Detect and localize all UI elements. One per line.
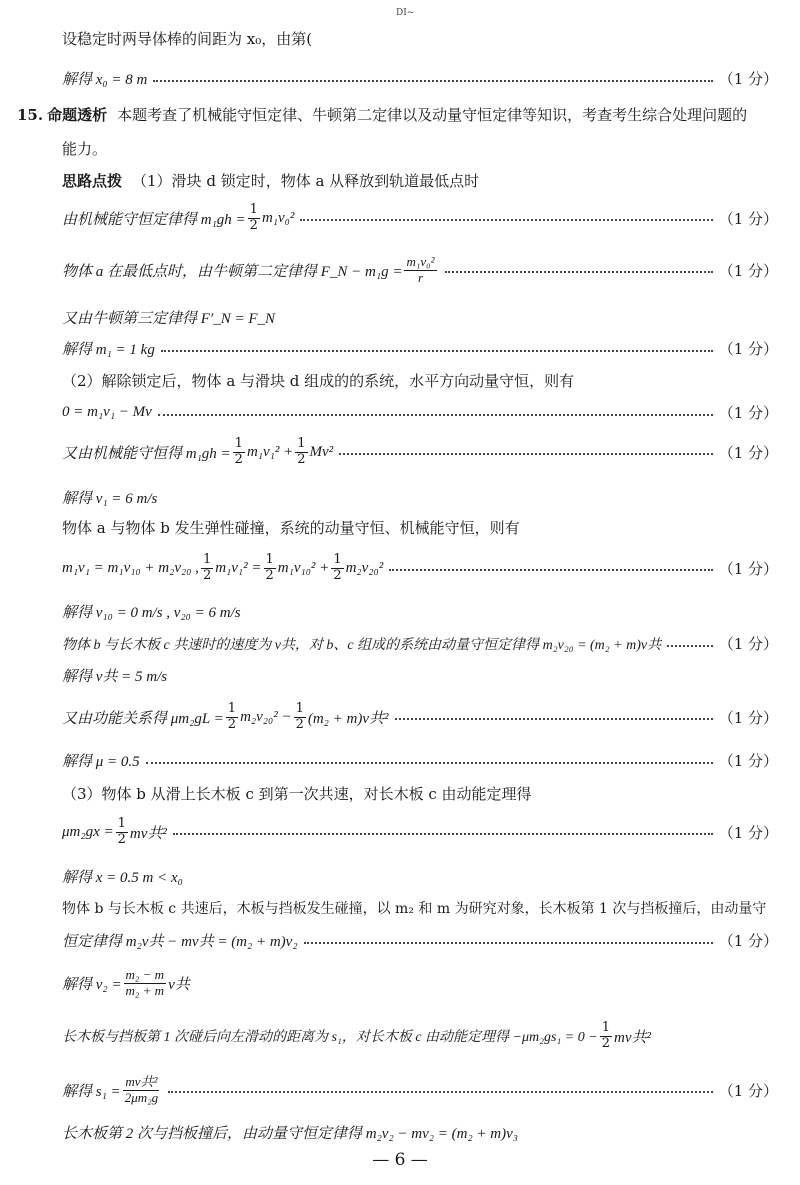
fraction-numerator: 1 (601, 1020, 610, 1035)
scored-line (62, 255, 778, 286)
line-text: 解得 v₁ = 6 m/s (62, 491, 158, 507)
line-text: mv共² (613, 1029, 651, 1046)
fraction-numerator: 1 (295, 701, 304, 716)
scored-line (62, 702, 778, 733)
fraction-numerator: 1 (117, 816, 126, 831)
text-line (62, 783, 778, 804)
score-label: （1 分） (718, 261, 778, 280)
line-text: 恒定律得 m₂v共 − mv共 = (m₂ + m)v₂ (62, 934, 298, 950)
scored-line (62, 817, 778, 848)
score-label: （1 分） (718, 635, 778, 653)
leader-dots (389, 569, 712, 571)
line-text: 解得 v₂ = (62, 976, 122, 993)
line-text: 物体 a 与物体 b 发生弹性碰撞，系统的动量守恒、机械能守恒，则有 (62, 519, 520, 537)
text-line (62, 898, 778, 918)
fraction (248, 203, 260, 234)
line-text: 由机械能守恒定律得 m₁gh = (62, 211, 246, 228)
text-line (62, 601, 778, 622)
line-text: m₁v₁² + (246, 443, 294, 460)
line-text: μm₂gx = (62, 823, 114, 840)
fraction-numerator: 1 (227, 701, 237, 716)
scored-line (62, 553, 778, 584)
score-label: （1 分） (718, 70, 778, 88)
fraction-denominator: 2 (295, 716, 304, 732)
line-text: （2）解除锁定后，物体 a 与滑块 d 组成的的系统，水平方向动量守恒，则有 (62, 372, 575, 390)
line-text: 解得 x = 0.5 m < x₀ (62, 870, 183, 886)
scored-line (62, 68, 778, 89)
fraction-denominator: 2 (249, 217, 258, 233)
text-line (62, 866, 778, 887)
text-line (62, 665, 778, 686)
score-label: （1 分） (718, 823, 778, 842)
scored-line (62, 1075, 778, 1106)
fraction (331, 553, 343, 584)
line-text: 又由机械能守恒得 m₁gh = (62, 445, 231, 462)
leader-dots (153, 80, 712, 82)
score-label: （1 分） (718, 752, 778, 770)
line-text: 本题考查了机械能守恒定律、牛顿第二定律以及动量守恒定律等知识，考查考生综合处理问题的 (117, 106, 748, 124)
fraction-numerator: 1 (249, 202, 258, 217)
fraction (294, 702, 306, 733)
text-line (62, 28, 778, 49)
fraction (226, 702, 238, 733)
leader-dots (173, 833, 713, 835)
fraction-numerator: 1 (234, 436, 243, 451)
line-text: 又由牛顿第三定律得 F′_N = F_N (62, 311, 275, 327)
fraction-numerator: 1 (297, 436, 306, 451)
text-line (62, 138, 778, 159)
scored-line (62, 402, 778, 423)
line-text: 0 = m₁v₁ − Mv (62, 404, 152, 420)
line-text: 物体 a 在最低点时，由牛顿第二定律得 F_N − m₁g = (62, 263, 403, 280)
line-text: m₂v₂₀² − (240, 708, 292, 725)
text-line (62, 517, 778, 538)
fraction-denominator: 2 (601, 1035, 610, 1051)
leader-dots (146, 762, 713, 764)
score-label: （1 分） (718, 708, 778, 727)
score-label: （1 分） (718, 340, 778, 358)
text-line (62, 307, 778, 328)
leader-dots (168, 1091, 713, 1093)
line-text: 解得 x₀ = 8 m (62, 72, 148, 88)
line-text: v共 (168, 976, 190, 993)
question-heading (17, 104, 778, 125)
line-text: 长木板第 2 次与挡板撞后，由动量守恒定律得 m₂v₂ − mv₂ = (m₂ + m)v₃ (62, 1126, 518, 1142)
header-mark: DI~ (396, 8, 415, 18)
leader-dots (304, 942, 713, 944)
fraction-denominator: 2 (117, 831, 126, 847)
scored-line (62, 750, 778, 771)
line-text: 解得 μ = 0.5 (62, 754, 140, 770)
leader-dots (339, 453, 713, 455)
line-text: mv共² (129, 825, 167, 842)
fraction-numerator: m₂ − m (125, 967, 165, 982)
line-text: m₁v₀² (261, 209, 295, 226)
fraction (600, 1021, 612, 1052)
fraction (123, 1075, 160, 1106)
line-text: Mv² (309, 443, 334, 460)
fraction-denominator: 2 (227, 716, 237, 732)
fraction (201, 553, 213, 584)
section-tag: 命题透析 (47, 106, 108, 124)
line-text: 解得 s₁ = (62, 1083, 121, 1100)
fraction-numerator: 1 (333, 552, 342, 567)
fraction-numerator: m₁v₀² (406, 254, 435, 269)
fraction (295, 437, 307, 468)
fraction-denominator: 2 (333, 567, 342, 583)
section-tag: 思路点拨 (62, 172, 123, 190)
line-text: (m₂ + m)v共² (307, 710, 389, 727)
fraction (233, 437, 245, 468)
leader-dots (300, 219, 712, 221)
line-text: m₁v₁ = m₁v₁₀ + m₂v₂₀ , (62, 559, 199, 576)
line-text: （3）物体 b 从滑上长木板 c 到第一次共速，对长木板 c 由动能定理得 (62, 785, 532, 803)
leader-dots (395, 718, 713, 720)
line-text: 解得 v₁₀ = 0 m/s , v₂₀ = 6 m/s (62, 605, 241, 621)
line-text: （1）滑块 d 锁定时，物体 a 从释放到轨道最低点时 (132, 172, 480, 190)
line-text: 能力。 (62, 140, 108, 158)
line-text: 设稳定时两导体棒的间距为 x₀，由第( (62, 30, 313, 48)
scored-line (62, 437, 778, 468)
text-line (62, 170, 778, 191)
fraction-numerator: 1 (202, 552, 212, 567)
leader-dots (667, 645, 713, 647)
text-line (62, 1122, 778, 1143)
line-text: 解得 m₁ = 1 kg (62, 342, 155, 358)
leader-dots (161, 350, 713, 352)
line-text: 物体 b 与长木板 c 共速后，木板与挡板发生碰撞，以 m₂ 和 m 为研究对象，长木板第 1 次与挡板撞后，由动量守 (62, 901, 767, 917)
fraction (116, 817, 128, 848)
fraction (264, 553, 276, 584)
fraction-denominator: 2 (234, 451, 243, 467)
fraction-denominator: m₂ + m (125, 982, 165, 998)
text-line (62, 968, 778, 999)
scored-line (62, 633, 778, 654)
leader-dots (445, 271, 713, 273)
scored-line (62, 203, 778, 234)
fraction-denominator: 2 (297, 451, 306, 467)
score-label: （1 分） (718, 1081, 778, 1100)
line-text: m₁v₁₀² + (277, 559, 330, 576)
fraction-denominator: 2 (265, 567, 274, 583)
fraction (124, 968, 167, 999)
leader-dots (158, 414, 713, 416)
fraction-denominator: r (417, 269, 424, 285)
score-label: （1 分） (718, 443, 778, 462)
line-text: m₁v₁² = (215, 559, 262, 576)
question-number: 15. (17, 105, 44, 124)
line-text: 又由功能关系得 μm₂gL = (62, 710, 224, 727)
scored-line (62, 338, 778, 359)
fraction (404, 255, 436, 286)
line-text: 长木板与挡板第 1 次碰后向左滑动的距离为 s₁，对长木板 c 由动能定理得 −μm₂gs₁ = 0 − (62, 1030, 598, 1046)
fraction-denominator: 2 (202, 567, 212, 583)
line-text: m₂v₂₀² (345, 559, 384, 576)
fraction-numerator: 1 (265, 552, 274, 567)
score-label: （1 分） (718, 209, 778, 228)
score-label: （1 分） (718, 932, 778, 950)
score-label: （1 分） (718, 559, 778, 578)
page-number: — 6 — (372, 1150, 428, 1170)
text-line (62, 370, 778, 391)
fraction-denominator: 2μm₂g (124, 1089, 159, 1105)
line-text: 物体 b 与长木板 c 共速时的速度为 v共，对 b、c 组成的系统由动量守恒定律得 m₂v₂₀ = (m₂ + m)v共 (62, 637, 662, 653)
text-line (62, 487, 778, 508)
line-text: 解得 v共 = 5 m/s (62, 669, 168, 685)
text-line (62, 1021, 778, 1052)
fraction-numerator: mv共² (125, 1074, 158, 1089)
score-label: （1 分） (718, 404, 778, 422)
scored-line (62, 930, 778, 951)
